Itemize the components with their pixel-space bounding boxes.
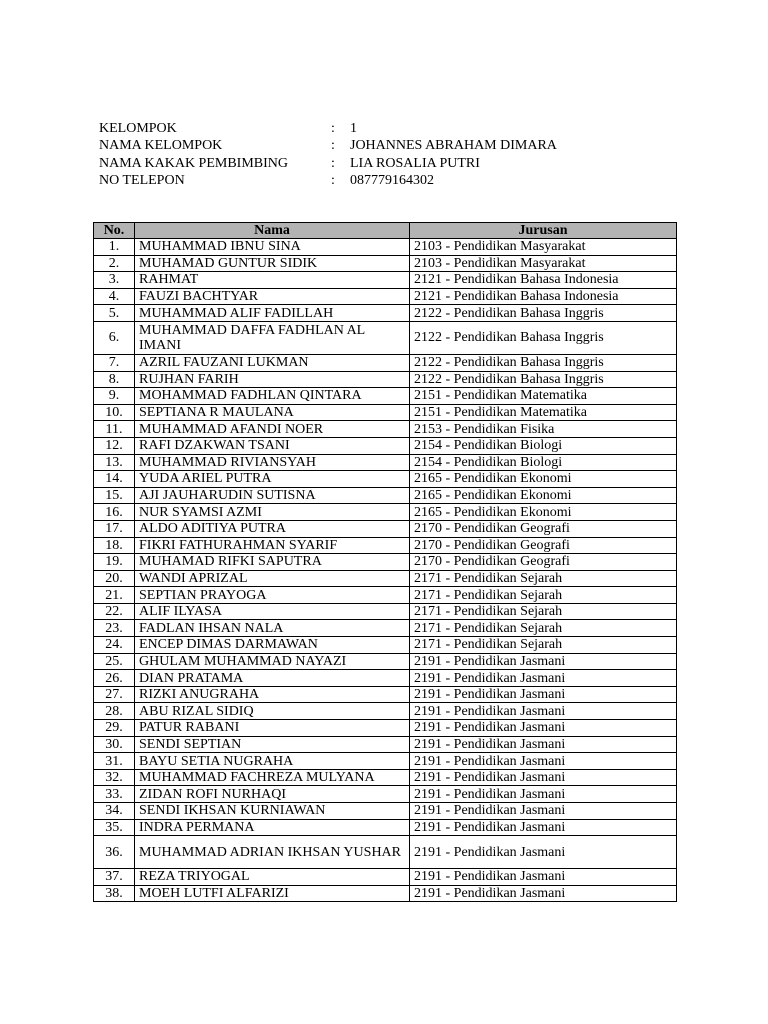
cell-no: 21. [94,587,135,604]
table-header-row [94,223,677,239]
cell-nama: YUDA ARIEL PUTRA [135,471,410,488]
table-row [94,620,677,637]
info-sep: : [331,121,335,136]
cell-nama: SENDI SEPTIAN [135,736,410,753]
table-row [94,388,677,405]
cell-nama: MOHAMMAD FADHLAN QINTARA [135,388,410,405]
cell-no: 11. [94,421,135,438]
table-row [94,454,677,471]
cell-no: 31. [94,753,135,770]
cell-jurusan: 2191 - Pendidikan Jasmani [410,653,677,670]
table-row [94,404,677,421]
cell-no: 13. [94,454,135,471]
cell-nama: INDRA PERMANA [135,819,410,836]
cell-nama: MUHAMAD RIFKI SAPUTRA [135,554,410,571]
cell-jurusan: 2191 - Pendidikan Jasmani [410,670,677,687]
cell-no: 15. [94,487,135,504]
info-sep: : [331,138,335,154]
table-row [94,437,677,454]
table-row [94,471,677,488]
cell-jurusan: 2191 - Pendidikan Jasmani [410,885,677,902]
cell-nama: AZRIL FAUZANI LUKMAN [135,354,410,371]
cell-nama: SEPTIANA R MAULANA [135,404,410,421]
cell-jurusan: 2122 - Pendidikan Bahasa Inggris [410,354,677,371]
table-row [94,603,677,620]
cell-no: 3. [94,272,135,289]
cell-no: 26. [94,670,135,687]
cell-jurusan: 2191 - Pendidikan Jasmani [410,803,677,820]
info-value: LIA ROSALIA PUTRI [350,155,480,171]
info-row [99,172,557,189]
cell-nama: DIAN PRATAMA [135,670,410,687]
cell-no: 28. [94,703,135,720]
cell-no: 30. [94,736,135,753]
cell-jurusan: 2191 - Pendidikan Jasmani [410,736,677,753]
cell-jurusan: 2171 - Pendidikan Sejarah [410,603,677,620]
cell-jurusan: 2122 - Pendidikan Bahasa Inggris [410,371,677,388]
cell-no: 2. [94,255,135,272]
table-row [94,803,677,820]
cell-nama: MUHAMMAD AFANDI NOER [135,421,410,438]
cell-no: 4. [94,288,135,305]
cell-no: 9. [94,388,135,405]
cell-jurusan: 2191 - Pendidikan Jasmani [410,869,677,886]
cell-no: 33. [94,786,135,803]
cell-no: 25. [94,653,135,670]
cell-no: 14. [94,471,135,488]
cell-jurusan: 2191 - Pendidikan Jasmani [410,686,677,703]
cell-jurusan: 2154 - Pendidikan Biologi [410,437,677,454]
table-row [94,786,677,803]
table-row [94,487,677,504]
info-sep: : [331,155,335,171]
cell-no: 1. [94,239,135,256]
cell-no: 7. [94,354,135,371]
info-row [99,120,557,137]
cell-nama: MOEH LUTFI ALFARIZI [135,885,410,902]
cell-jurusan: 2121 - Pendidikan Bahasa Indonesia [410,288,677,305]
info-sep: : [331,172,335,188]
cell-nama: SEPTIAN PRAYOGA [135,587,410,604]
cell-nama: RUJHAN FARIH [135,371,410,388]
cell-nama: BAYU SETIA NUGRAHA [135,753,410,770]
member-table [93,222,677,902]
info-label: NAMA KELOMPOK [99,138,223,154]
cell-jurusan: 2191 - Pendidikan Jasmani [410,753,677,770]
table-row [94,736,677,753]
table-row [94,653,677,670]
cell-nama: SENDI IKHSAN KURNIAWAN [135,803,410,820]
cell-jurusan: 2191 - Pendidikan Jasmani [410,720,677,737]
info-row [99,155,557,172]
table-row [94,670,677,687]
cell-nama: ENCEP DIMAS DARMAWAN [135,637,410,654]
cell-no: 19. [94,554,135,571]
cell-nama: FADLAN IHSAN NALA [135,620,410,637]
info-label: NO TELEPON [99,172,185,188]
table-row [94,637,677,654]
table-row [94,354,677,371]
table-row [94,272,677,289]
cell-jurusan: 2165 - Pendidikan Ekonomi [410,471,677,488]
cell-nama: WANDI APRIZAL [135,570,410,587]
table-row [94,421,677,438]
cell-jurusan: 2170 - Pendidikan Geografi [410,554,677,571]
table-row [94,537,677,554]
cell-no: 38. [94,885,135,902]
cell-no: 37. [94,869,135,886]
cell-jurusan: 2151 - Pendidikan Matematika [410,388,677,405]
cell-jurusan: 2122 - Pendidikan Bahasa Inggris [410,321,677,354]
cell-nama: ALDO ADITIYA PUTRA [135,520,410,537]
cell-jurusan: 2191 - Pendidikan Jasmani [410,819,677,836]
cell-nama: MUHAMMAD ALIF FADILLAH [135,305,410,322]
cell-no: 35. [94,819,135,836]
cell-jurusan: 2154 - Pendidikan Biologi [410,454,677,471]
table-row [94,836,677,869]
header-jurusan: Jurusan [410,223,677,239]
table-row [94,703,677,720]
cell-nama: AJI JAUHARUDIN SUTISNA [135,487,410,504]
cell-jurusan: 2122 - Pendidikan Bahasa Inggris [410,305,677,322]
cell-nama: MUHAMMAD DAFFA FADHLAN AL IMANI [135,321,410,354]
cell-nama: MUHAMMAD RIVIANSYAH [135,454,410,471]
cell-nama: ABU RIZAL SIDIQ [135,703,410,720]
cell-nama: FAUZI BACHTYAR [135,288,410,305]
info-label: KELOMPOK [99,121,177,136]
cell-jurusan: 2121 - Pendidikan Bahasa Indonesia [410,272,677,289]
table-row [94,255,677,272]
info-value: 087779164302 [350,172,434,188]
cell-nama: RAFI DZAKWAN TSANI [135,437,410,454]
cell-no: 32. [94,769,135,786]
info-label: NAMA KAKAK PEMBIMBING [99,155,289,171]
table-row [94,686,677,703]
header-nama: Nama [135,223,410,239]
cell-nama: MUHAMAD GUNTUR SIDIK [135,255,410,272]
cell-jurusan: 2170 - Pendidikan Geografi [410,520,677,537]
cell-no: 34. [94,803,135,820]
cell-nama: MUHAMMAD FACHREZA MULYANA [135,769,410,786]
cell-jurusan: 2191 - Pendidikan Jasmani [410,769,677,786]
table-row [94,720,677,737]
cell-no: 29. [94,720,135,737]
cell-jurusan: 2171 - Pendidikan Sejarah [410,620,677,637]
info-value: 1 [350,121,357,136]
cell-jurusan: 2191 - Pendidikan Jasmani [410,703,677,720]
table-row [94,305,677,322]
cell-nama: MUHAMMAD IBNU SINA [135,239,410,256]
cell-jurusan: 2170 - Pendidikan Geografi [410,537,677,554]
cell-no: 22. [94,603,135,620]
cell-no: 10. [94,404,135,421]
table-row [94,885,677,902]
cell-nama: ZIDAN ROFI NURHAQI [135,786,410,803]
cell-no: 18. [94,537,135,554]
cell-nama: PATUR RABANI [135,720,410,737]
cell-nama: RAHMAT [135,272,410,289]
cell-nama: REZA TRIYOGAL [135,869,410,886]
cell-nama: RIZKI ANUGRAHA [135,686,410,703]
table-row [94,321,677,354]
cell-no: 24. [94,637,135,654]
table-row [94,753,677,770]
cell-nama: ALIF ILYASA [135,603,410,620]
table-row [94,869,677,886]
cell-nama: NUR SYAMSI AZMI [135,504,410,521]
cell-no: 17. [94,520,135,537]
group-info [99,120,557,189]
cell-jurusan: 2103 - Pendidikan Masyarakat [410,239,677,256]
cell-no: 36. [94,836,135,869]
table-row [94,554,677,571]
table-row [94,520,677,537]
cell-jurusan: 2191 - Pendidikan Jasmani [410,786,677,803]
table-row [94,288,677,305]
cell-jurusan: 2165 - Pendidikan Ekonomi [410,487,677,504]
header-no: No. [94,223,135,239]
cell-jurusan: 2171 - Pendidikan Sejarah [410,570,677,587]
cell-nama: GHULAM MUHAMMAD NAYAZI [135,653,410,670]
info-row [99,137,557,154]
cell-no: 12. [94,437,135,454]
cell-jurusan: 2165 - Pendidikan Ekonomi [410,504,677,521]
cell-no: 16. [94,504,135,521]
cell-jurusan: 2171 - Pendidikan Sejarah [410,637,677,654]
table-row [94,570,677,587]
cell-no: 27. [94,686,135,703]
cell-no: 8. [94,371,135,388]
cell-jurusan: 2151 - Pendidikan Matematika [410,404,677,421]
cell-jurusan: 2171 - Pendidikan Sejarah [410,587,677,604]
info-value: JOHANNES ABRAHAM DIMARA [350,138,557,154]
cell-no: 5. [94,305,135,322]
cell-nama: FIKRI FATHURAHMAN SYARIF [135,537,410,554]
cell-no: 23. [94,620,135,637]
cell-jurusan: 2153 - Pendidikan Fisika [410,421,677,438]
table-row [94,819,677,836]
cell-nama: MUHAMMAD ADRIAN IKHSAN YUSHAR [135,836,410,869]
cell-no: 20. [94,570,135,587]
table-row [94,504,677,521]
table-row [94,239,677,256]
cell-no: 6. [94,321,135,354]
table-row [94,371,677,388]
cell-jurusan: 2191 - Pendidikan Jasmani [410,836,677,869]
cell-jurusan: 2103 - Pendidikan Masyarakat [410,255,677,272]
table-row [94,587,677,604]
table-row [94,769,677,786]
